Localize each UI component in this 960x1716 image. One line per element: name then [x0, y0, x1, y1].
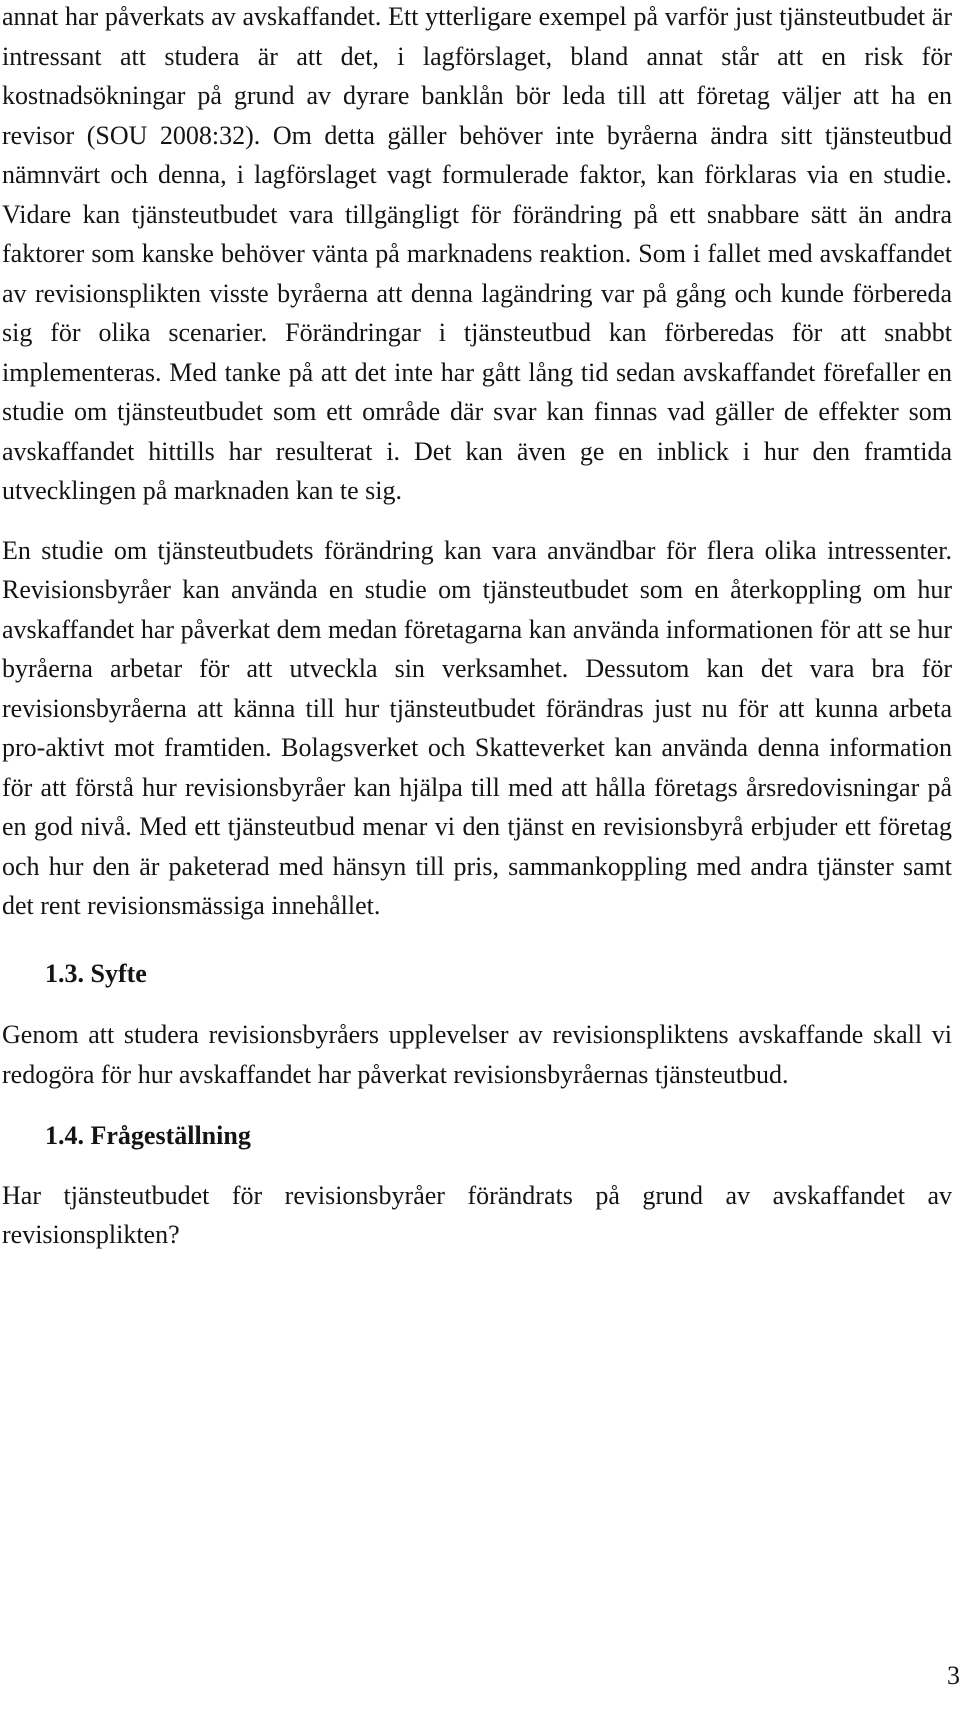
section-body-syfte: Genom att studera revisionsbyråers upplevelser av revisionspliktens avskaffande skall vi redogöra för hur avskaffandet har påverkat revisionsbyråernas tjänsteutbud.	[2, 1020, 952, 1089]
section-heading-fragestallning: 1.4. Frågeställning	[45, 1121, 251, 1150]
section-heading-syfte: 1.3. Syfte	[45, 958, 147, 988]
section-body-fragestallning: Har tjänsteutbudet för revisionsbyråer förändrats på grund av avskaffandet av revisionsplikten?	[2, 1180, 952, 1249]
body-paragraph-1: annat har påverkats av avskaffandet. Ett ytterligare exempel på varför just tjänsteutbudet är intressant att studera är att det, i lagförslaget, bland annat står att en risk för kostnadsökningar på grund av dyrare banklån bör leda till att företag väljer att ha en revisor (SOU 2008:32). Om detta gäller behöver inte byråerna ändra sitt tjänsteutbud nämnvärt och denna, i lagförslaget vagt formulerade faktor, kan förklaras via en studie. Vidare kan tjänsteutbudet vara tillgängligt för förändring på ett snabbare sätt än andra faktorer som kanske behöver vänta på marknadens reaktion. Som i fallet med avskaffandet av revisionsplikten visste byråerna att denna lagändring var på gång och kunde förbereda sig för olika scenarier. Förändringar i tjänsteutbud kan förberedas för att snabbt implementeras. Med tanke på att det inte har gått lång tid sedan avskaffandet förefaller en studie om tjänsteutbudet som ett område där svar kan finnas vad gäller de effekter som avskaffandet hittills har resulterat i. Det kan även ge en inblick i hur den framtida utvecklingen på marknaden kan te sig.	[2, 2, 952, 505]
body-paragraph-2: En studie om tjänsteutbudets förändring kan vara användbar för flera olika intressenter. Revisionsbyråer kan använda en studie om tjänsteutbudet som en återkoppling om hur avskaffandet har påverkat dem medan företagarna kan använda informationen för att se hur byråerna arbetar för att utveckla sin verksamhet. Dessutom kan det vara bra för revisionsbyråerna att känna till hur tjänsteutbudet förändras just nu för att kunna arbeta pro-aktivt mot framtiden. Bolagsverket och Skatteverket kan använda denna information för att förstå hur revisionsbyråer kan hjälpa till med att hålla företags årsredovisningar på en god nivå. Med ett tjänsteutbud menar vi den tjänst en revisionsbyrå erbjuder ett företag och hur den är paketerad med hänsyn till pris, sammankoppling med andra tjänster samt det rent revisionsmässiga innehållet.	[2, 535, 952, 920]
page-content	[2, 0, 952, 1255]
page-number: 3	[947, 1661, 960, 1690]
